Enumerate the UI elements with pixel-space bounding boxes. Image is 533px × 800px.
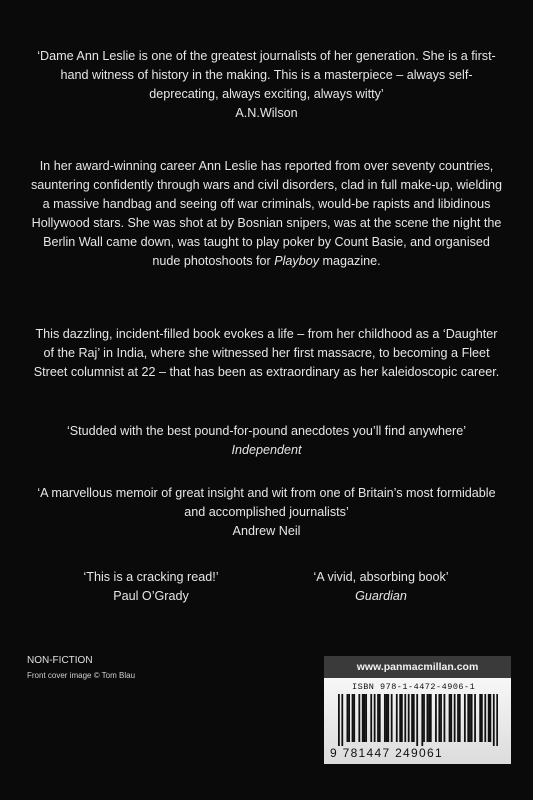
blurb-text-end: magazine. [319,254,381,268]
barcode-bar [428,694,430,742]
genre-label: NON-FICTION [27,655,93,666]
quote-text: ‘Dame Ann Leslie is one of the greatest journalists of her generation. She is a first-hand witness of history in the making. This is a masterpiece – always self-deprecating, always exciting, always witty’ [37,49,496,101]
barcode-bar [384,694,386,742]
blurb-paragraph-1 [30,157,503,271]
barcode-bar [438,694,440,742]
barcode-bar [404,694,406,742]
barcode-panel [324,656,511,764]
barcode-bar [423,694,425,742]
barcode-bar [391,694,393,742]
publisher-url[interactable]: www.panmacmillan.com [324,656,511,678]
blurb-paragraph-2 [30,325,503,382]
barcode-bar [464,694,466,742]
barcode-icon [338,694,498,746]
barcode-bar [493,694,495,746]
barcode-bar [365,694,367,742]
barcode-bar [374,694,376,742]
magazine-title: Playboy [274,254,320,268]
quote-text: ‘This is a cracking read!’ [83,570,219,584]
barcode-bar [496,694,498,746]
barcode-bar [471,694,473,742]
barcode-bar [469,694,471,742]
barcode-bar [450,694,452,742]
cover-credit: Front cover image © Tom Blau [27,671,136,680]
barcode-bar [401,694,403,742]
blurb-text: This dazzling, incident-filled book evokes a life – from her childhood as a ‘Daughter of the Raj’ in India, where she witnessed her first massacre, to becoming a Fleet Street columnist at 22 – that has been as extraordinary as her kaleidoscopic career. [33,327,500,379]
barcode-bar [348,694,350,742]
barcode-bar [474,694,476,742]
barcode-bar [454,694,456,742]
quote-attribution: Paul O’Grady [113,589,189,603]
barcode-bar [421,694,423,746]
barcode-bar [387,694,389,742]
barcode-bar [352,694,354,742]
barcode-bar [399,694,401,742]
quote-wilson [30,47,503,123]
barcode-bar [481,694,483,742]
barcode-bar [396,694,398,742]
barcode-bar [488,694,490,742]
barcode-area [324,678,511,764]
quote-guardian [271,568,491,606]
barcode-bar [449,694,451,742]
blurb-text: In her award-winning career Ann Leslie has reported from over seventy countries, sauntering confidently through wars and civil disorders, clad in full make-up, wielding a massive handbag and seeing off war criminals, would-be rapists and libidinous Hollywood stars. She was shot at by Bosnian snipers, was at the scene the night the Berlin Wall came down, was taught to play poker by Count Basie, and organised nude photoshoots for [30,159,503,268]
barcode-bar [435,694,437,742]
quote-ogrady [41,568,261,606]
isbn-label: ISBN 978-1-4472-4906-1 [352,682,476,692]
quote-text: ‘A marvellous memoir of great insight and wit from one of Britain’s most formidable and accomplished journalists’ [37,486,496,519]
barcode-bar [457,694,459,742]
barcode-bar [416,694,418,746]
barcode-bar [427,694,429,742]
barcode-bar [364,694,366,742]
barcode-bar [341,694,343,746]
barcode-bar [347,694,349,742]
barcode-bar [411,694,413,742]
barcode-bar [489,694,491,742]
barcode-bar [362,694,364,742]
quote-attribution: Independent [231,443,302,457]
quote-attribution: Andrew Neil [232,524,301,538]
barcode-digits: 9 781447 249061 [330,746,443,760]
barcode-bar [338,694,340,746]
barcode-bar [370,694,372,742]
quote-text: ‘Studded with the best pound-for-pound anecdotes you’ll find anywhere’ [66,424,467,438]
barcode-bar [467,694,469,742]
barcode-bar [408,694,410,742]
barcode-bar [413,694,415,742]
quote-independent [30,422,503,460]
quote-attribution: Guardian [355,589,407,603]
quote-text: ‘A vivid, absorbing book’ [313,570,449,584]
barcode-bar [353,694,355,742]
barcode-bar [430,694,432,742]
barcode-bar [459,694,461,742]
barcode-bar [440,694,442,742]
barcode-bar [479,694,481,742]
barcode-bar [377,694,379,742]
quote-neil [30,484,503,541]
barcode-bar [386,694,388,742]
barcode-bar [444,694,446,742]
barcode-bar [358,694,360,742]
barcode-bar [379,694,381,742]
quote-attribution: A.N.Wilson [235,106,298,120]
barcode-bar [484,694,486,742]
